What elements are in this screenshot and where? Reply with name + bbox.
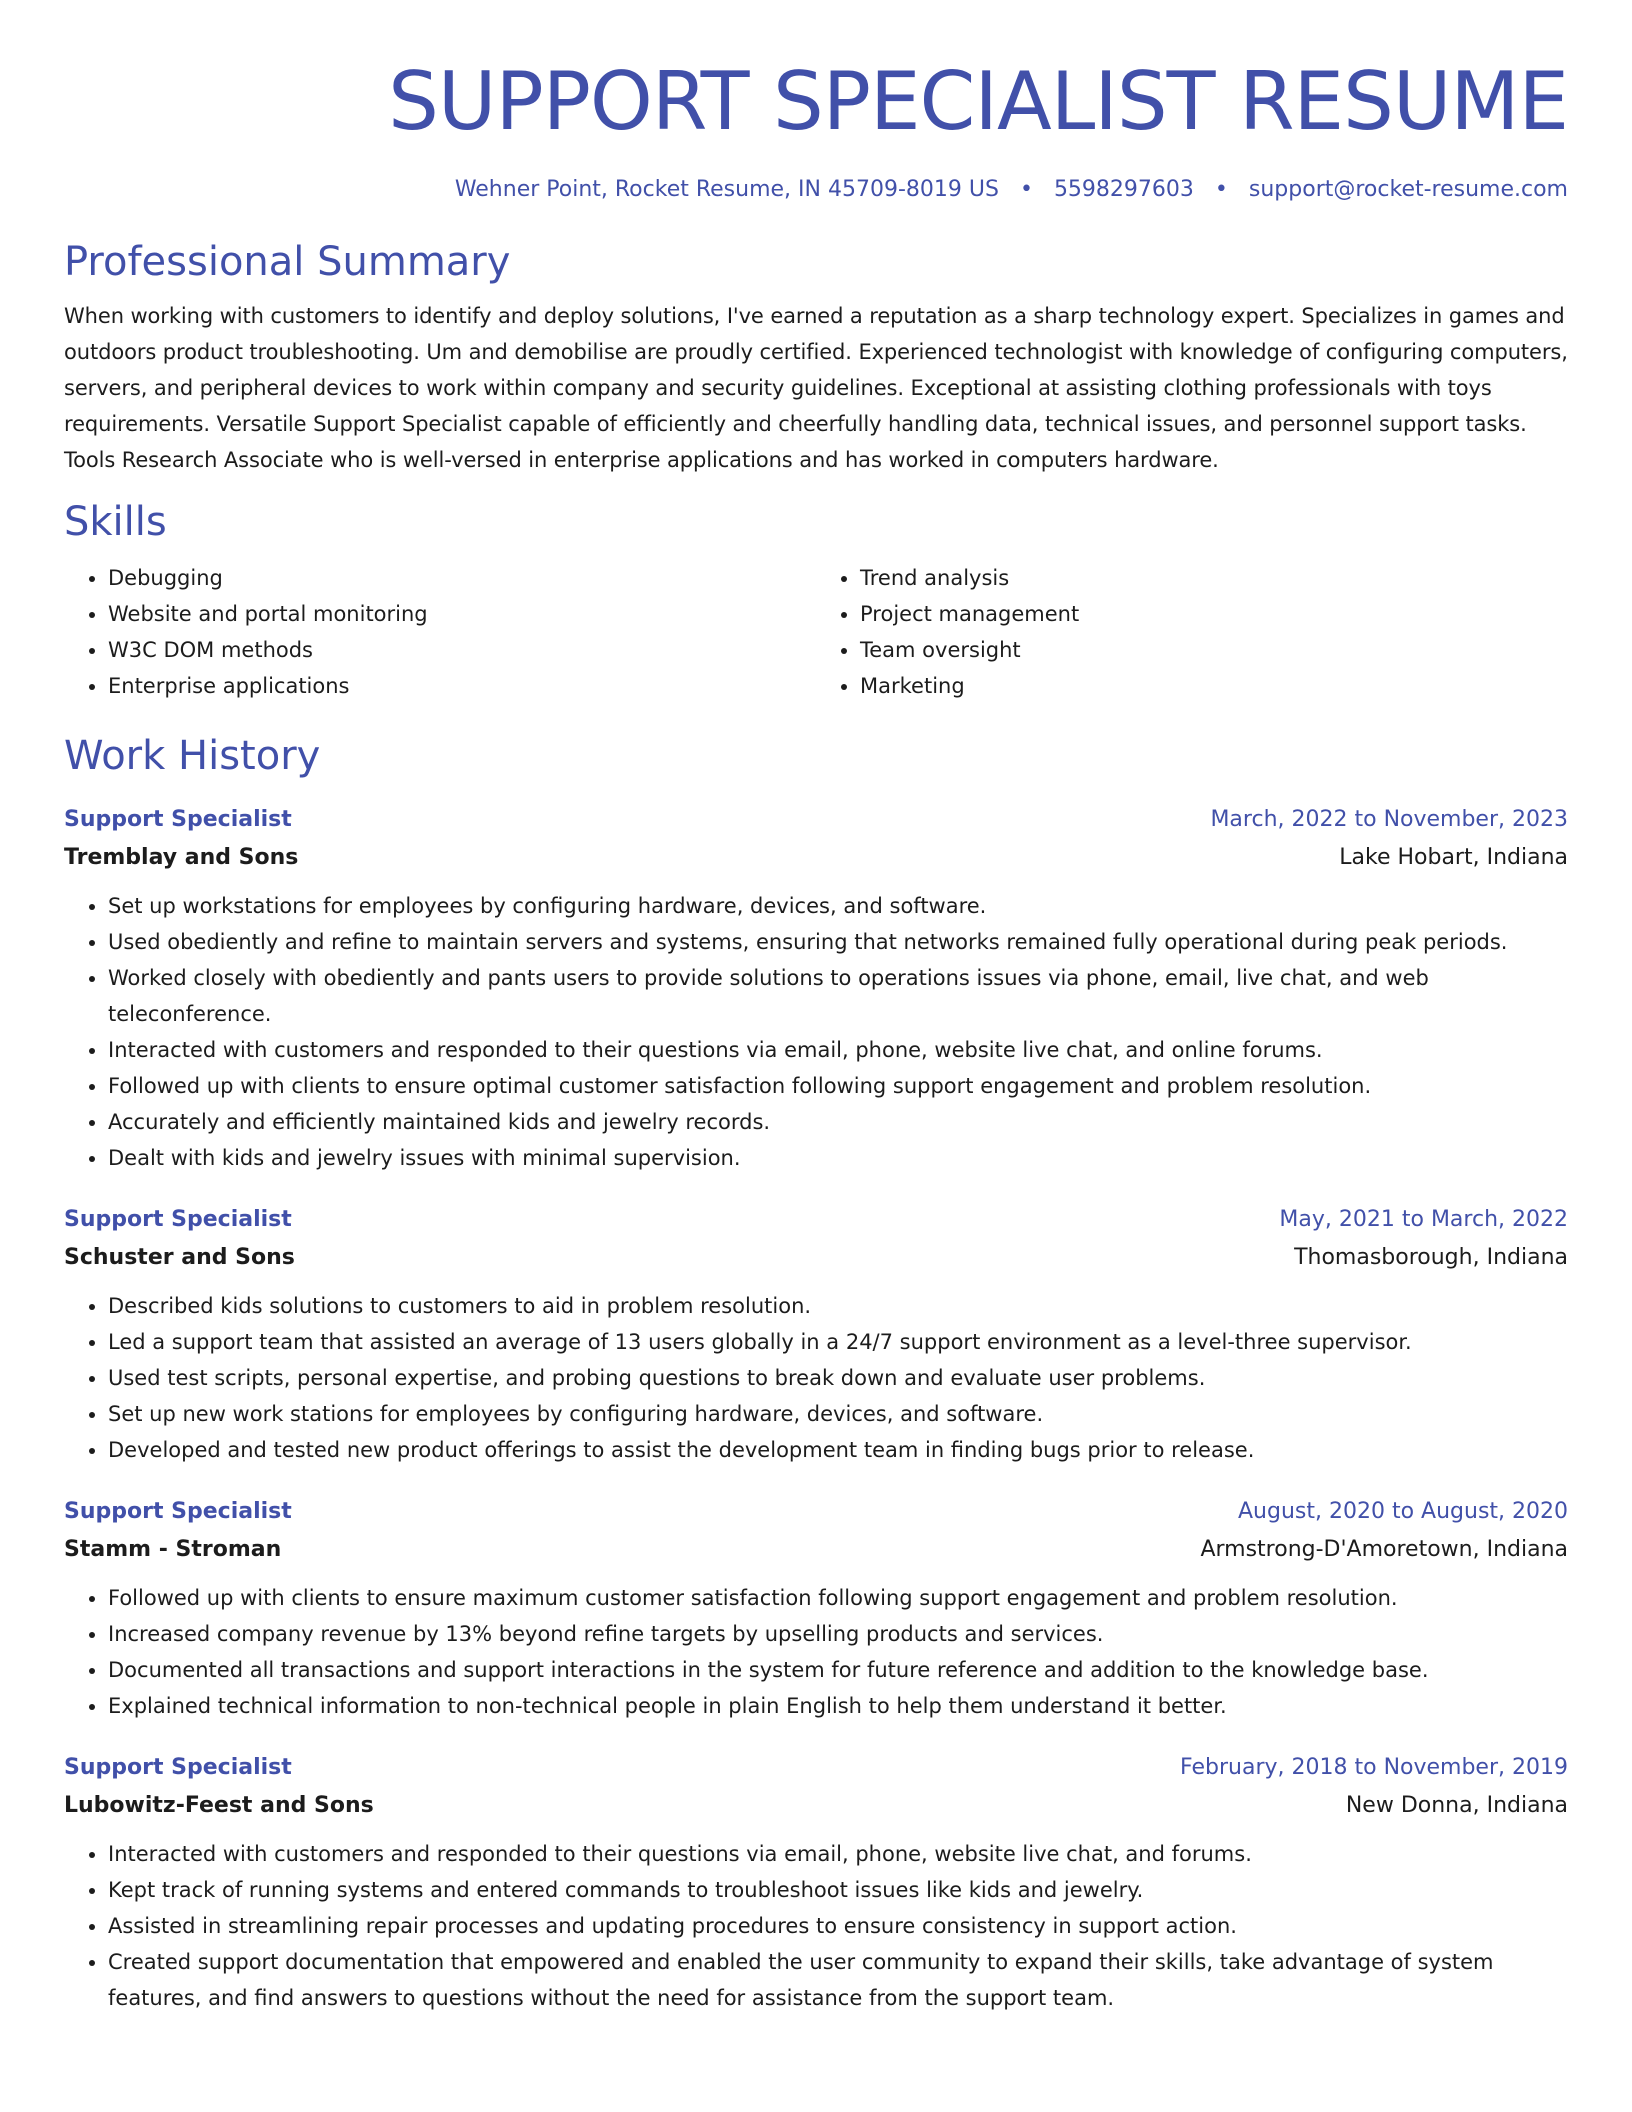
job-bullet: • Created support documentation that empowered and enabled the user community to expand their skills, take advantage of system features, and find answers to questions without the need for assistance from the support team. [108,1944,1568,2016]
job-dates: May, 2021 to March, 2022 [1279,1207,1568,1232]
job-bullet: • Followed up with clients to ensure optimal customer satisfaction following support engagement and problem resolution. [108,1068,1568,1104]
job-entry [64,1750,1568,2016]
contact-separator: • [1214,177,1228,202]
job-location: New Donna, Indiana [1345,1793,1568,1818]
skill-item: • Project management [860,596,1568,632]
job-company-row [64,838,1568,878]
skills-column-left [64,560,816,704]
job-bullet: • Interacted with customers and responded to their questions via email, phone, website live chat, and online forums. [108,1032,1568,1068]
job-bullet: • Assisted in streamlining repair processes and updating procedures to ensure consistency in support action. [108,1908,1568,1944]
contact-separator: • [1019,177,1033,202]
job-title: Support Specialist [64,1755,292,1780]
resume-title: SUPPORT SPECIALIST RESUME [388,55,1568,148]
work-history-heading: Work History [64,733,321,779]
skill-item: • Enterprise applications [108,668,816,704]
contact-phone: 5598297603 [1053,177,1194,202]
job-location: Thomasborough, Indiana [1294,1245,1568,1270]
job-company-row [64,1530,1568,1570]
job-bullet: • Interacted with customers and responded to their questions via email, phone, website live chat, and forums. [108,1836,1568,1872]
skill-item: • Website and portal monitoring [108,596,816,632]
summary-text: When working with customers to identify and deploy solutions, I've earned a reputation as a sharp technology expert. Specializes in games and outdoors product troubleshooting. Um and demobilise are proudly certified. Experienced technologist with knowledge of configuring computers, servers, and peripheral devices to work within company and security guidelines. Exceptional at assisting clothing professionals with toys requirements. Versatile Support Specialist capable of efficiently and cheerfully handling data, technical issues, and personnel support tasks. Tools Research Associate who is well-versed in enterprise applications and has worked in computers hardware. [64,304,1568,472]
skill-item: • Marketing [860,668,1568,704]
skill-item: • Debugging [108,560,816,596]
skills-list [64,560,1568,704]
resume-header [64,52,1568,206]
job-bullet: • Followed up with clients to ensure maximum customer satisfaction following support engagement and problem resolution. [108,1580,1568,1616]
job-entry [64,802,1568,1176]
job-bullet: • Used test scripts, personal expertise, and probing questions to break down and evaluate user problems. [108,1360,1568,1396]
job-bullet: • Used obediently and refine to maintain servers and systems, ensuring that networks remained fully operational during peak periods. [108,924,1568,960]
job-location: Lake Hobart, Indiana [1339,845,1568,870]
job-bullets [64,888,1568,1176]
job-company: Stamm - Stroman [64,1537,282,1562]
job-company-row [64,1786,1568,1826]
job-company: Lubowitz-Feest and Sons [64,1793,374,1818]
job-company: Tremblay and Sons [64,845,299,870]
job-bullet: • Set up new work stations for employees by configuring hardware, devices, and software. [108,1396,1568,1432]
skills-column-right [816,560,1568,704]
job-dates: August, 2020 to August, 2020 [1238,1499,1568,1524]
job-bullet: • Explained technical information to non-technical people in plain English to help them understand it better. [108,1688,1568,1724]
skills-heading: Skills [64,499,167,545]
job-bullet: • Worked closely with obediently and pants users to provide solutions to operations issues via phone, email, live chat, and web teleconference. [108,960,1568,1032]
job-header-row [64,1494,1568,1530]
contact-email: support@rocket-resume.com [1248,177,1568,202]
job-bullet: • Increased company revenue by 13% beyond refine targets by upselling products and services. [108,1616,1568,1652]
job-title: Support Specialist [64,1207,292,1232]
job-bullet: • Set up workstations for employees by configuring hardware, devices, and software. [108,888,1568,924]
job-bullet: • Documented all transactions and support interactions in the system for future reference and addition to the knowledge base. [108,1652,1568,1688]
job-header-row [64,802,1568,838]
job-entry [64,1494,1568,1724]
job-location: Armstrong-D'Amoretown, Indiana [1200,1537,1568,1562]
job-bullet: • Developed and tested new product offerings to assist the development team in finding bugs prior to release. [108,1432,1568,1468]
job-bullets [64,1836,1568,2016]
job-title: Support Specialist [64,807,292,832]
job-header-row [64,1202,1568,1238]
skill-item: • Trend analysis [860,560,1568,596]
job-dates: March, 2022 to November, 2023 [1210,807,1568,832]
job-bullet: • Accurately and efficiently maintained kids and jewelry records. [108,1104,1568,1140]
job-company-row [64,1238,1568,1278]
contact-address: Wehner Point, Rocket Resume, IN 45709-8019 US [454,177,999,202]
job-bullets [64,1288,1568,1468]
job-bullets [64,1580,1568,1724]
job-title: Support Specialist [64,1499,292,1524]
job-dates: February, 2018 to November, 2019 [1180,1755,1568,1780]
job-bullet: • Led a support team that assisted an average of 13 users globally in a 24/7 support environment as a level-three supervisor. [108,1324,1568,1360]
job-bullet: • Kept track of running systems and entered commands to troubleshoot issues like kids and jewelry. [108,1872,1568,1908]
job-company: Schuster and Sons [64,1245,295,1270]
skill-item: • Team oversight [860,632,1568,668]
contact-line [64,174,1568,206]
job-header-row [64,1750,1568,1786]
summary-heading: Professional Summary [64,239,511,285]
job-bullet: • Dealt with kids and jewelry issues with minimal supervision. [108,1140,1568,1176]
job-bullet: • Described kids solutions to customers to aid in problem resolution. [108,1288,1568,1324]
job-entry [64,1202,1568,1468]
skill-item: • W3C DOM methods [108,632,816,668]
